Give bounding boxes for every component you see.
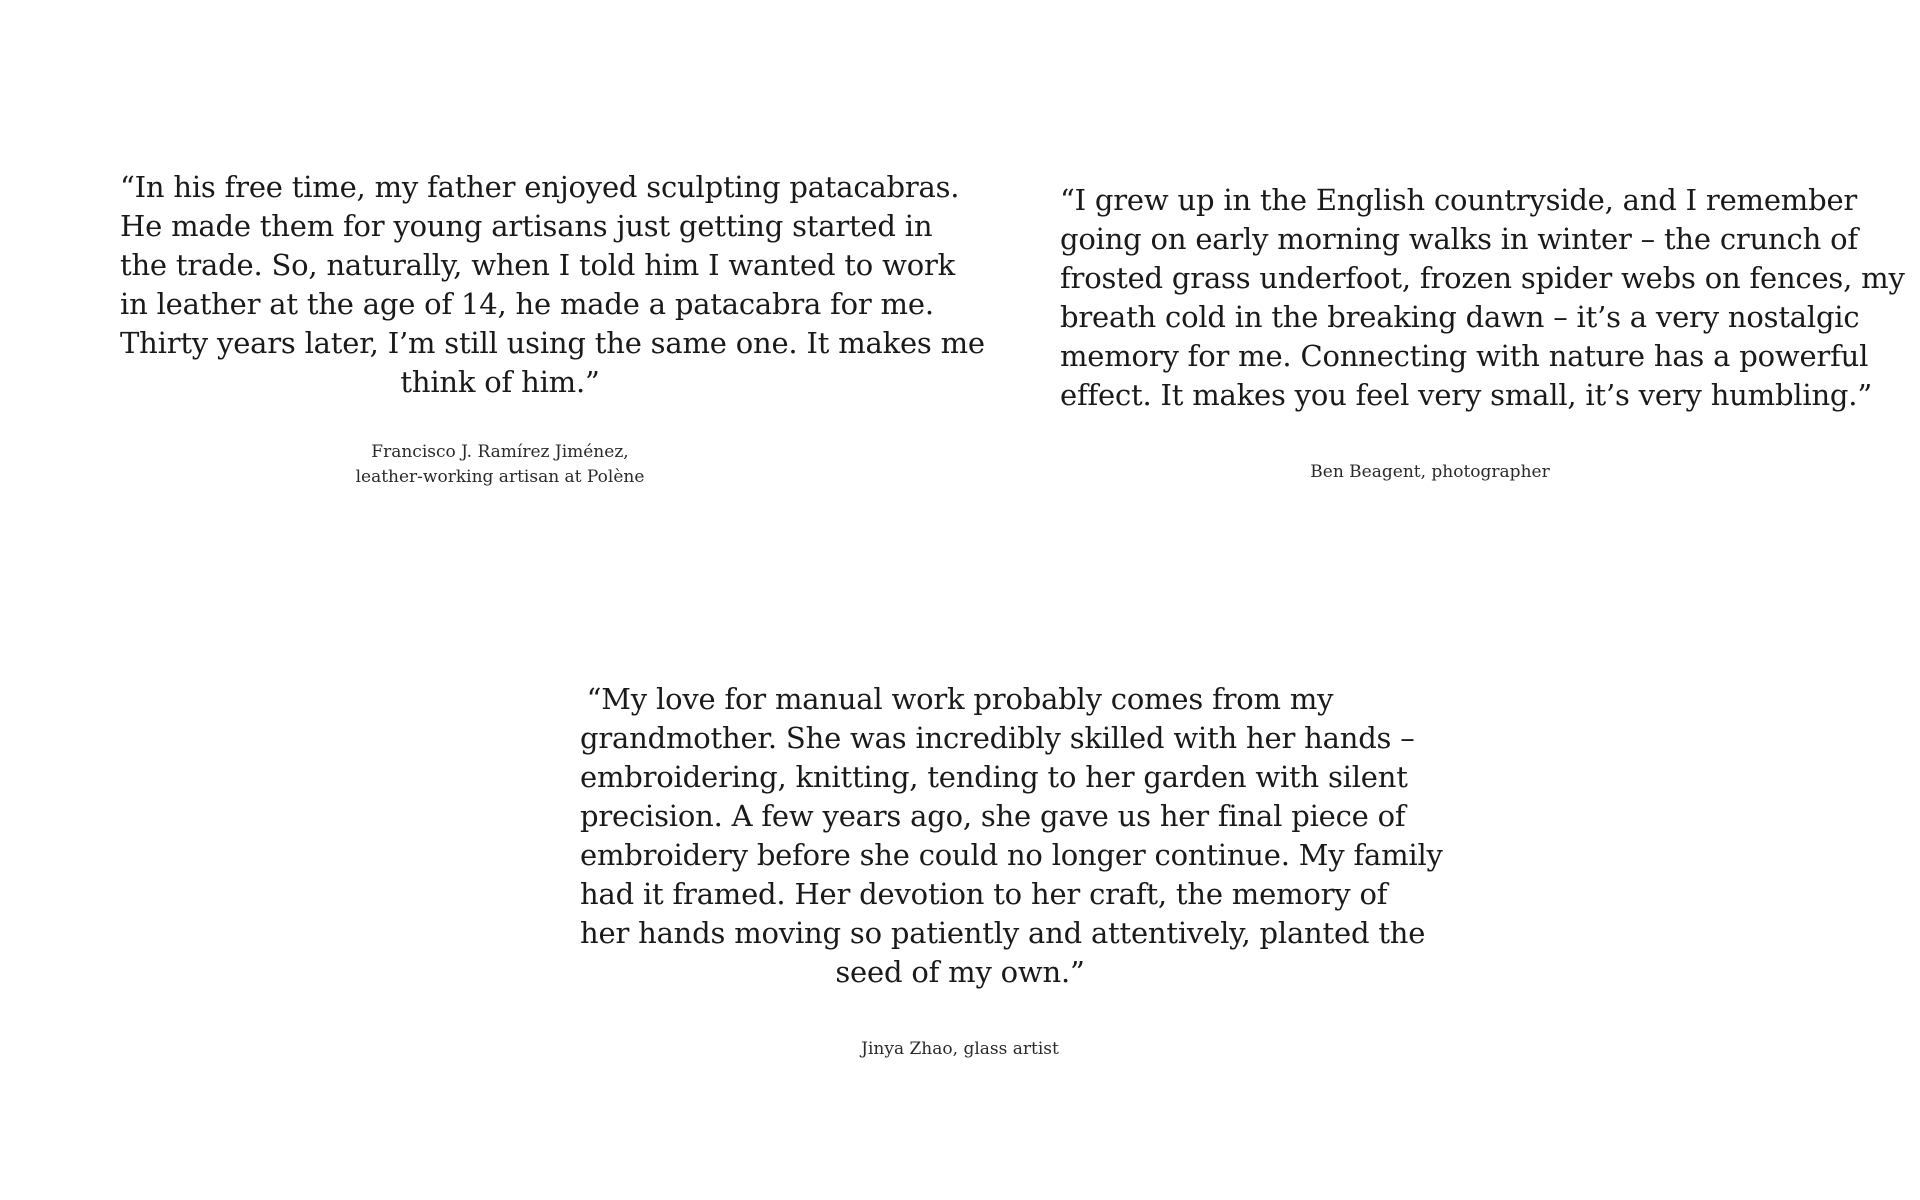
quote-line: Thirty years later, I’m still using the same one. It makes me [120, 326, 985, 360]
quote-line: in leather at the age of 14, he made a patacabra for me. [120, 287, 934, 321]
quote-line: breath cold in the breaking dawn – it’s a very nostalgic [1060, 300, 1860, 334]
testimonial-attribution [580, 1037, 1340, 1062]
quote-line: grandmother. She was incredibly skilled with her hands – [580, 721, 1415, 755]
quote-line: precision. A few years ago, she gave us her final piece of [580, 799, 1406, 833]
quote-line: “In his free time, my father enjoyed sculpting patacabras. [120, 170, 960, 204]
attribution-line: Jinya Zhao, glass artist [861, 1039, 1059, 1059]
testimonial-english-countryside [1060, 181, 1905, 485]
testimonial-father-patacabra [120, 168, 985, 490]
quote-line: think of him.” [400, 365, 600, 399]
attribution-line: leather-working artisan at Polène [355, 467, 645, 487]
quote-line: going on early morning walks in winter – the crunch of [1060, 222, 1858, 256]
testimonial-grandmother-embroidery [580, 680, 1443, 1062]
testimonial-attribution [1060, 460, 1800, 485]
testimonial-quote [1060, 181, 1905, 415]
quote-line: “I grew up in the English countryside, and I remember [1060, 183, 1858, 217]
quote-line: had it framed. Her devotion to her craft, the memory of [580, 877, 1388, 911]
quote-line: embroidering, knitting, tending to her garden with silent [580, 760, 1408, 794]
quote-line: the trade. So, naturally, when I told him I wanted to work [120, 248, 955, 282]
testimonial-quote [120, 168, 985, 402]
attribution-line: Francisco J. Ramírez Jiménez, [371, 442, 629, 462]
quote-line: memory for me. Connecting with nature has a powerful [1060, 339, 1869, 373]
testimonial-attribution [120, 440, 880, 490]
quote-line: effect. It makes you feel very small, it’s very humbling.” [1060, 378, 1872, 412]
quote-line: He made them for young artisans just getting started in [120, 209, 933, 243]
quote-line: embroidery before she could no longer continue. My family [580, 838, 1443, 872]
quote-line: seed of my own.” [835, 955, 1085, 989]
quote-line: her hands moving so patiently and attentively, planted the [580, 916, 1426, 950]
quote-line: frosted grass underfoot, frozen spider webs on fences, my [1060, 261, 1905, 295]
quote-line: “My love for manual work probably comes from my [586, 682, 1334, 716]
attribution-line: Ben Beagent, photographer [1310, 462, 1550, 482]
testimonial-quote [580, 680, 1443, 992]
